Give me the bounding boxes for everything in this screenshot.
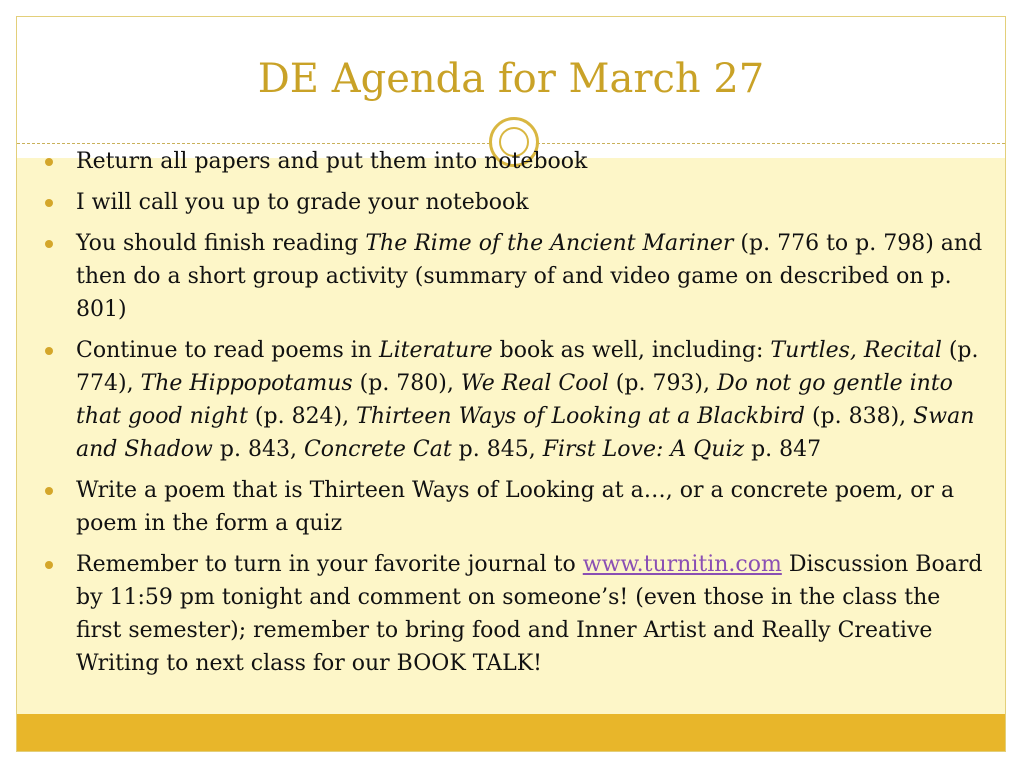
bottom-band (17, 714, 1005, 751)
item-text: (p. 780), (352, 371, 461, 396)
item-text: (p. 793), (608, 371, 718, 396)
bullet-icon (45, 487, 53, 495)
poem-title: The Hippopotamus (140, 371, 353, 396)
agenda-item (45, 548, 985, 680)
poem-title: First Love: A Quiz (542, 437, 745, 462)
item-text: p. 847 (744, 437, 822, 462)
item-text: Write a poem that is Thirteen Ways of Looking at a…, or a concrete poem, or a poem in the form a quiz (76, 478, 955, 536)
poem-title: Do not go gentle into that good night (76, 371, 953, 429)
slide-title: DE Agenda for March 27 (257, 56, 765, 102)
agenda-item (45, 334, 985, 466)
item-text: p. 843, (212, 437, 304, 462)
book-title: The Rime of the Ancient Mariner (365, 231, 734, 256)
agenda-item (45, 227, 985, 326)
item-text: Continue to read poems in (76, 338, 379, 363)
slide-frame (16, 16, 1006, 752)
bullet-icon (45, 240, 53, 248)
bullet-icon (45, 158, 53, 166)
item-text: (p. 774), (76, 338, 979, 396)
agenda-item (45, 474, 985, 540)
item-text: p. 845, (451, 437, 543, 462)
item-text: Remember to turn in your favorite journal to (76, 552, 583, 577)
agenda-item (45, 186, 985, 219)
item-text: (p. 824), (247, 404, 357, 429)
item-text: I will call you up to grade your notebook (76, 190, 529, 215)
bullet-icon (45, 347, 53, 355)
item-text: Discussion Board by 11:59 pm tonight and comment on someone’s! (even those in the class the first semester); remember to bring food and Inner Artist and Really Creative Writing to next class for our BOOK TALK! (76, 552, 983, 676)
item-text: (p. 838), (804, 404, 914, 429)
item-text: Return all papers and put them into notebook (76, 149, 588, 174)
agenda-item (45, 145, 985, 178)
poem-title: Concrete Cat (303, 437, 452, 462)
item-text: book as well, including: (492, 338, 771, 363)
poem-title: Swan and Shadow (76, 404, 975, 462)
agenda-list (45, 145, 985, 688)
poem-title: Thirteen Ways of Looking at a Blackbird (356, 404, 805, 429)
item-text: You should finish reading (76, 231, 366, 256)
poem-title: Turtles, Recital (770, 338, 942, 363)
poem-title: We Real Cool (460, 371, 609, 396)
bullet-icon (45, 199, 53, 207)
bullet-icon (45, 561, 53, 569)
item-text: (p. 776 to p. 798) and then do a short group activity (summary of and video game on described on p. 801) (76, 231, 983, 322)
book-title: Literature (378, 338, 493, 363)
turnitin-link[interactable]: www.turnitin.com (582, 552, 782, 577)
